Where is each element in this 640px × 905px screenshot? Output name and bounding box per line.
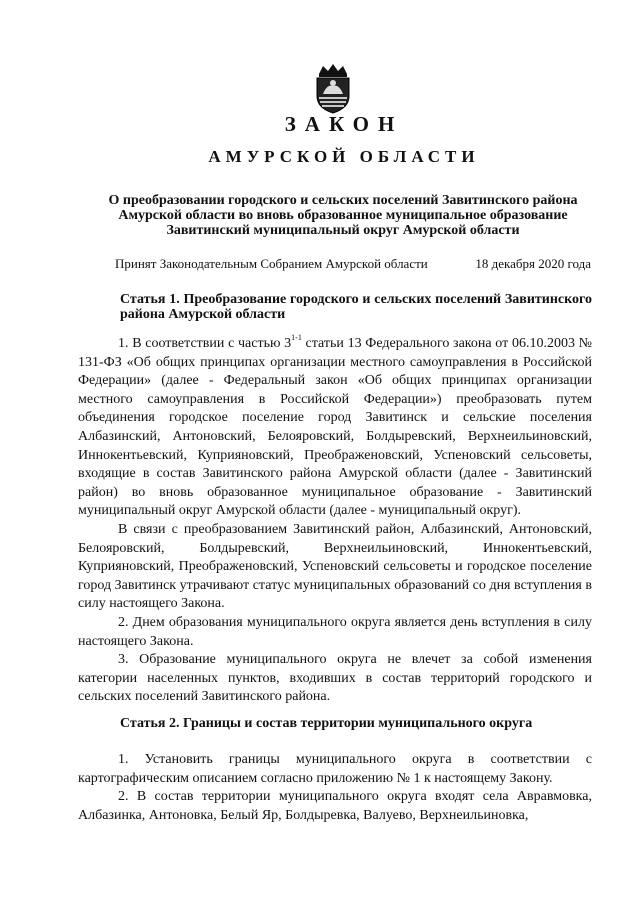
article-2-body xyxy=(78,751,592,825)
article-2-heading: Статья 2. Границы и состав территории муниципального округа xyxy=(120,716,533,731)
superscript: 1-1 xyxy=(291,333,302,342)
article-1-heading: Статья 1. Преобразование городского и сельских поселений Завитинского района Амурской области xyxy=(120,292,592,322)
coat-of-arms-emblem xyxy=(311,62,355,114)
article-1-paragraph: 2. Днем образования муниципального округа является день вступления в силу настоящего Закона. xyxy=(78,614,592,649)
article-1-paragraph: 1. В соответствии с частью 3$^{1-1}$ статьи 13 Федерального закона от 06.10.2003 № 131-ФЗ «Об общих принципах организации местного самоуправления в Российской Федерации» (далее - Федеральный закон «Об общих принципах организации местного самоуправления в Российской Федерации») преобразовать путем объединения городское поселение город Завитинск и сельские поселения Албазинский, Антоновский, Белояровский, Болдыревский, Верхнеильиновский, Иннокентьевский, Куприяновский, Преображеновский, Успеновский сельсоветы, входящие в состав Завитинского района Амурской области (далее - Завитинский район) во вновь образованное муниципальное образование - Завитинский муниципальный округ Амурской области (далее - муниципальный округ). xyxy=(78,333,593,519)
law-title: ЗАКОН xyxy=(284,112,404,136)
adopted-date: 18 декабря 2020 года xyxy=(475,256,591,271)
article-2-paragraph: 2. В состав территории муниципального округа входят села Авравмовка, Албазинка, Антоновка, Белый Яр, Болдыревка, Валуево, Верхнеильиновка, xyxy=(78,789,592,823)
adopted-text: Принят Законодательным Собранием Амурской области xyxy=(115,256,428,271)
region-title: АМУРСКОЙ ОБЛАСТИ xyxy=(208,147,480,166)
law-subject: О преобразовании городского и сельских поселений Завитинского района Амурской области во вновь образованное муниципальное образование Завитинский муниципальный округ Амурской области xyxy=(108,193,578,238)
article-1-paragraph: В связи с преобразованием Завитинский район, Албазинский, Антоновский, Белояровский, Болдыревский, Верхнеильиновский, Иннокентьевский, Куприяновский, Преображеновский, Успеновский сельсоветы и городское поселение город Завитинск утрачивают статус муниципальных образований со дня вступления в силу настоящего Закона. xyxy=(78,521,592,612)
article-1-body xyxy=(78,335,592,707)
article-2-paragraph: 1. Установить границы муниципального округа в соответствии с картографическим описанием согласно приложению № 1 к настоящему Закону. xyxy=(78,752,592,786)
article-1-paragraph: 3. Образование муниципального округа не влечет за собой изменения категории населенных пунктов, входивших в состав территорий городского и сельских поселений Завитинского района. xyxy=(78,652,592,705)
adoption-line xyxy=(115,256,591,272)
